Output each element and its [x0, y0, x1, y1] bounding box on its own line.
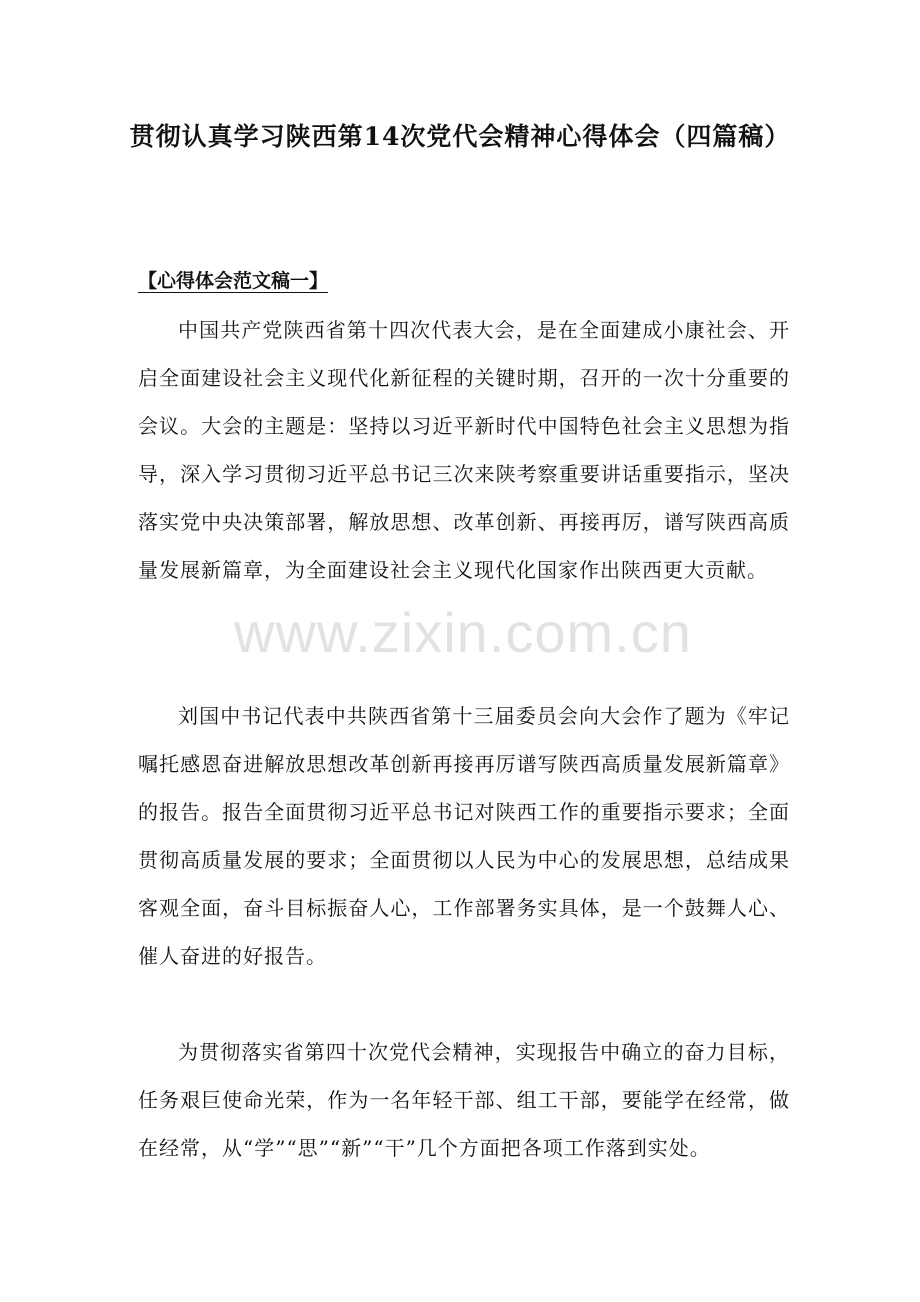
document-title: 贯彻认真学习陕西第14次党代会精神心得体会（四篇稿）: [129, 122, 791, 151]
watermark: www.zixin.com.cn: [234, 601, 692, 664]
paragraph-2: 刘国中书记代表中共陕西省第十三届委员会向大会作了题为《牢记嘱托感恩奋进解放思想改革创新再接再厉谱写陕西高质量发展新篇章》的报告。报告全面贯彻习近平总书记对陕西工作的重要指示要求；全面贯彻高质量发展的要求；全面贯彻以人民为中心的发展思想，总结成果客观全面，奋斗目标振奋人心，工作部署务实具体，是一个鼓舞人心、催人奋进的好报告。: [138, 704, 790, 968]
paragraph-3: 为贯彻落实省第四十次党代会精神，实现报告中确立的奋力目标，任务艰巨使命光荣，作为一名年轻干部、组工干部，要能学在经常，做在经常，从“学”“思”“新”“干”几个方面把各项工作落到实处。: [138, 1040, 790, 1160]
paragraph-1: 中国共产党陕西省第十四次代表大会，是在全面建成小康社会、开启全面建设社会主义现代化新征程的关键时期，召开的一次十分重要的会议。大会的主题是：坚持以习近平新时代中国特色社会主义思想为指导，深入学习贯彻习近平总书记三次来陕考察重要讲话重要指示，坚决落实党中央决策部署，解放思想、改革创新、再接再厉，谱写陕西高质量发展新篇章，为全面建设社会主义现代化国家作出陕西更大贡献。: [138, 318, 790, 582]
section-heading: 【心得体会范文稿一】: [138, 270, 329, 292]
